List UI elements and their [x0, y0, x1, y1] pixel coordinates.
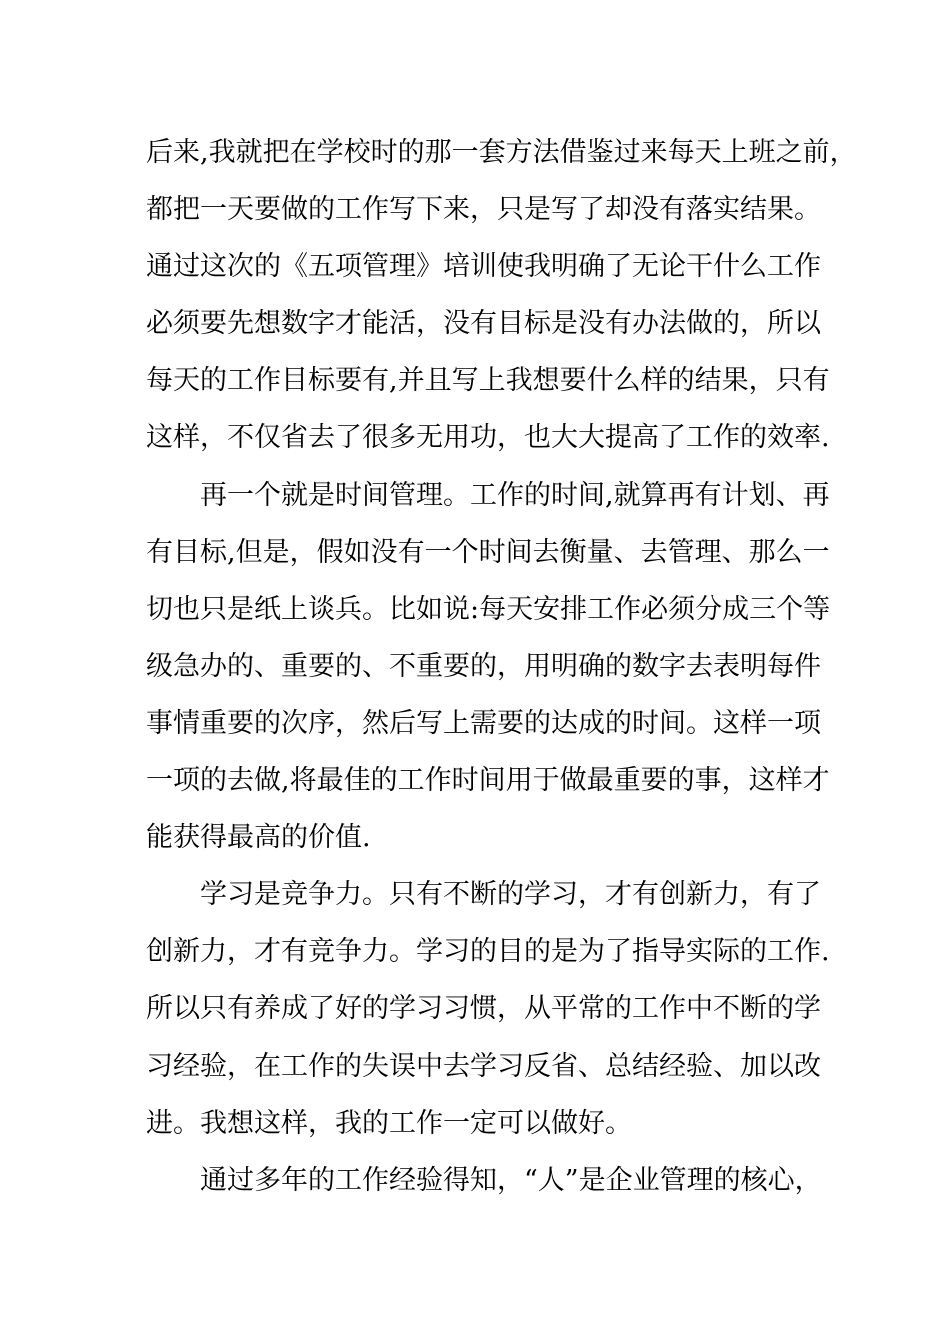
text-line: 有目标,但是，假如没有一个时间去衡量、去管理、那么一	[146, 536, 830, 568]
text-line: 这样，不仅省去了很多无用功，也大大提高了工作的效率.	[146, 422, 830, 454]
text-line: 一项的去做,将最佳的工作时间用于做最重要的事，这样才	[146, 765, 830, 797]
document-body	[146, 124, 857, 1209]
text-line: 创新力，才有竞争力。学习的目的是为了指导实际的工作.	[146, 936, 830, 968]
paragraph-first-line: 通过多年的工作经验得知，“人”是企业管理的核心，	[200, 1164, 822, 1196]
text-line: 级急办的、重要的、不重要的，用明确的数字去表明每件	[146, 650, 821, 682]
text-line: 都把一天要做的工作写下来，只是写了却没有落实结果。	[146, 194, 821, 226]
paragraph-first-line: 学习是竞争力。只有不断的学习，才有创新力，有了	[200, 879, 821, 911]
text-line: 通过这次的《五项管理》培训使我明确了无论干什么工作	[146, 251, 821, 283]
text-line: 后来,我就把在学校时的那一套方法借鉴过来每天上班之前，	[146, 137, 857, 168]
text-line: 切也只是纸上谈兵。比如说:每天安排工作必须分成三个等	[146, 593, 831, 625]
paragraph-first-line: 再一个就是时间管理。工作的时间,就算再有计划、再	[200, 479, 830, 511]
text-line: 所以只有养成了好的学习习惯，从平常的工作中不断的学	[146, 993, 821, 1025]
text-line: 能获得最高的价值.	[146, 822, 371, 854]
text-line: 进。我想这样，我的工作一定可以做好。	[146, 1107, 632, 1139]
text-line: 必须要先想数字才能活，没有目标是没有办法做的，所以	[146, 308, 821, 340]
text-line: 事情重要的次序，然后写上需要的达成的时间。这样一项	[146, 707, 821, 739]
text-line: 习经验，在工作的失误中去学习反省、总结经验、加以改	[146, 1050, 821, 1082]
text-line: 每天的工作目标要有,并且写上我想要什么样的结果，只有	[146, 365, 830, 397]
